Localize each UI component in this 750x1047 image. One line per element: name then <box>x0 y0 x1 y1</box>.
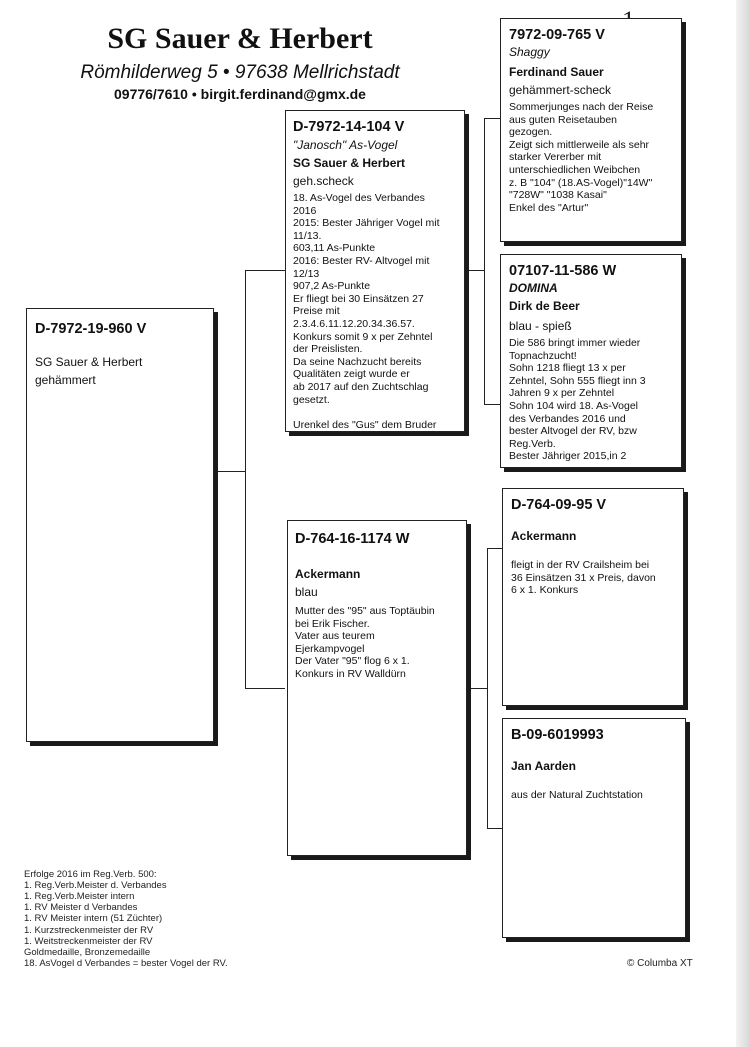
connector-father <box>245 270 285 271</box>
main-bird-owner: SG Sauer & Herbert <box>35 355 143 369</box>
grandfather-maternal-owner: Ackermann <box>511 529 577 543</box>
grandfather-maternal-card <box>502 488 684 706</box>
connector-father-out <box>465 270 485 271</box>
connector-gen2-top-vertical <box>484 118 485 404</box>
connector-mother-out <box>466 688 488 689</box>
connector-fm <box>484 404 500 405</box>
grandmother-paternal-name: DOMINA <box>509 281 558 295</box>
achievement-line: 1. Weitstreckenmeister der RV <box>24 935 153 947</box>
grandfather-paternal-name: Shaggy <box>509 45 550 59</box>
grandmother-maternal-ring: B-09-6019993 <box>511 727 604 743</box>
grandfather-paternal-color: gehämmert-scheck <box>509 83 612 97</box>
grandfather-paternal-owner: Ferdinand Sauer <box>509 65 604 79</box>
achievement-line: 1. Reg.Verb.Meister intern <box>24 891 135 903</box>
grandmother-paternal-color: blau - spieß <box>509 319 572 333</box>
connector-mm <box>487 828 502 829</box>
achievement-line: 1. RV Meister d Verbandes <box>24 902 138 914</box>
grandmother-paternal-card <box>500 254 682 468</box>
connector-main <box>214 471 246 472</box>
grandmother-paternal-ring: 07107-11-586 W <box>509 263 617 279</box>
achievement-line: 1. RV Meister intern (51 Züchter) <box>24 913 163 925</box>
mother-card <box>287 520 467 856</box>
grandfather-paternal-note: Sommerjunges nach der Reise aus guten Reisetauben gezogen. Zeigt sich mittlerweile als sehr starker Vererber mit unterschiedlichen Weibchen z. B "104" (18.AS-Vogel)"14W" "728W" "1038 Kasai" Enkel des "Artur" <box>509 101 654 214</box>
father-color: geh.scheck <box>293 174 354 188</box>
mother-color: blau <box>295 585 318 599</box>
grandmother-maternal-owner: Jan Aarden <box>511 759 576 773</box>
connector-mother <box>245 688 285 689</box>
connector-mf <box>487 548 502 549</box>
achievement-line: 18. AsVogel d Verbandes = bester Vogel der RV. <box>24 957 228 969</box>
achievement-line: Erfolge 2016 im Reg.Verb. 500: <box>24 869 157 880</box>
main-bird-ring: D-7972-19-960 V <box>35 321 147 337</box>
grandmother-paternal-note: Die 586 bringt immer wieder Topnachzucht! Sohn 1218 fliegt 13 x per Zehntel, Sohn 555 fliegt inn 3 Jahren 9 x per Zehntel Sohn 104 wird 18. As-Vogel des Verbandes 2016 und bester Altvogel der RV, bzw Reg.Verb. Bester Jähriger 2015,in 2 <box>509 337 646 463</box>
grandfather-paternal-card <box>500 18 682 242</box>
breeder-title: SG Sauer & Herbert <box>107 22 373 55</box>
mother-ring: D-764-16-1174 W <box>295 531 410 547</box>
grandmother-maternal-note: aus der Natural Zuchtstation <box>511 789 643 801</box>
connector-gen1-vertical <box>245 270 246 688</box>
grandfather-paternal-ring: 7972-09-765 V <box>509 27 605 43</box>
achievements-list <box>24 869 228 969</box>
main-bird-card <box>26 308 214 742</box>
father-owner: SG Sauer & Herbert <box>293 156 406 170</box>
breeder-address: Römhilderweg 5 • 97638 Mellrichstadt <box>80 62 400 83</box>
grandmother-maternal-card <box>502 718 686 938</box>
achievement-line: 1. Reg.Verb.Meister d. Verbandes <box>24 880 167 892</box>
achievement-line: 1. Kurzstreckenmeister der RV <box>24 924 154 936</box>
father-ring: D-7972-14-104 V <box>293 119 405 135</box>
mother-owner: Ackermann <box>295 567 361 581</box>
father-note: 18. As-Vogel des Verbandes 2016 2015: Bester Jähriger Vogel mit 11/13. 603,11 As-Punkte 2016: Bester RV- Altvogel mit 12/13 907,2 As-Punkte Er fliegt bei 30 Einsätzen 27 Preise mit 2.3.4.6.11.12.20.34.36.57. Konkurs somit 9 x per Zehntel der Preislisten. Da seine Nachzucht bereits Qualitäten zeigt wurde er ab 2017 auf den Zuchtschlag gesetzt. Urenkel des "Gus" dem Bruder <box>293 192 440 431</box>
connector-gen2-bottom-vertical <box>487 548 488 828</box>
father-name: "Janosch" As-Vogel <box>293 138 398 152</box>
copyright: © Columba XT <box>627 958 693 969</box>
grandfather-maternal-note: fleigt in der RV Crailsheim bei 36 Einsätzen 31 x Preis, davon 6 x 1. Konkurs <box>511 559 656 597</box>
page-edge <box>736 0 750 1047</box>
mother-note: Mutter des "95" aus Toptäubin bei Erik Fischer. Vater aus teurem Ejerkampvogel Der Vater "95" flog 6 x 1. Konkurs in RV Walldürn <box>295 605 435 680</box>
achievement-line: Goldmedaille, Bronzemedaille <box>24 946 151 958</box>
grandmother-paternal-owner: Dirk de Beer <box>509 299 580 313</box>
grandfather-maternal-ring: D-764-09-95 V <box>511 497 607 513</box>
father-card <box>285 110 465 432</box>
breeder-contact: 09776/7610 • birgit.ferdinand@gmx.de <box>114 86 366 102</box>
connector-ff <box>484 118 500 119</box>
main-bird-color: gehämmert <box>35 373 96 387</box>
